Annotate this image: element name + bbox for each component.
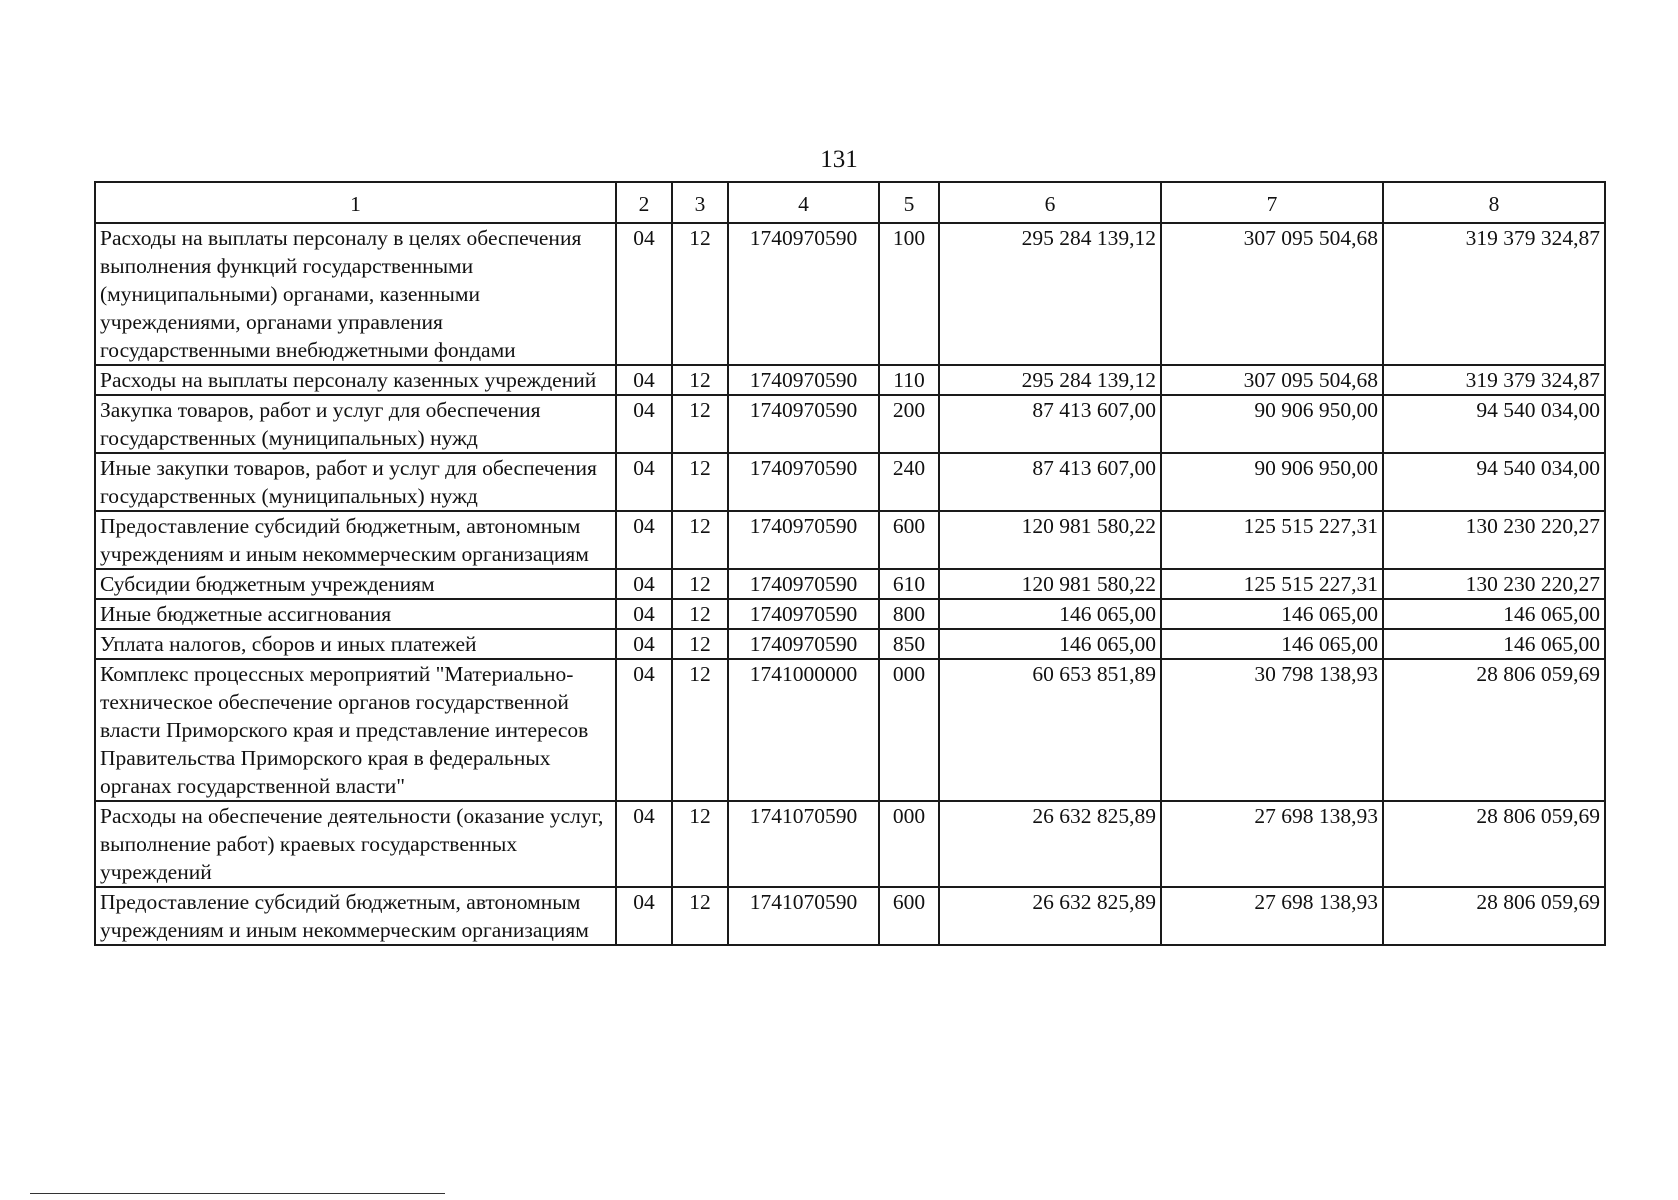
subsection-code: 12	[672, 511, 728, 569]
section-code: 04	[616, 887, 672, 945]
expense-type-code: 850	[879, 629, 939, 659]
subsection-code: 12	[672, 629, 728, 659]
target-article-code: 1740970590	[728, 569, 879, 599]
table-row	[95, 569, 1605, 599]
expense-name: Расходы на выплаты персоналу казенных учреждений	[95, 365, 616, 395]
amount-col-6: 146 065,00	[939, 629, 1161, 659]
table-row	[95, 453, 1605, 511]
section-code: 04	[616, 395, 672, 453]
amount-col-7: 146 065,00	[1161, 629, 1383, 659]
table-row	[95, 887, 1605, 945]
amount-col-8: 28 806 059,69	[1383, 659, 1605, 801]
amount-col-7: 27 698 138,93	[1161, 887, 1383, 945]
subsection-code: 12	[672, 599, 728, 629]
header-row	[95, 182, 1605, 223]
expense-name: Комплекс процессных мероприятий "Материально-техническое обеспечение органов государственной власти Приморского края и представление интересов Правительства Приморского края в федеральных органах государственной власти"	[95, 659, 616, 801]
header-cell-3: 3	[672, 182, 728, 223]
expense-name: Закупка товаров, работ и услуг для обеспечения государственных (муниципальных) нужд	[95, 395, 616, 453]
section-code: 04	[616, 365, 672, 395]
target-article-code: 1740970590	[728, 365, 879, 395]
target-article-code: 1740970590	[728, 395, 879, 453]
expense-type-code: 100	[879, 223, 939, 365]
header-cell-4: 4	[728, 182, 879, 223]
subsection-code: 12	[672, 659, 728, 801]
amount-col-7: 30 798 138,93	[1161, 659, 1383, 801]
amount-col-6: 26 632 825,89	[939, 801, 1161, 887]
subsection-code: 12	[672, 453, 728, 511]
subsection-code: 12	[672, 223, 728, 365]
expense-name: Предоставление субсидий бюджетным, автономным учреждениям и иным некоммерческим организациям	[95, 887, 616, 945]
table-row	[95, 629, 1605, 659]
header-cell-5: 5	[879, 182, 939, 223]
expense-type-code: 800	[879, 599, 939, 629]
header-cell-7: 7	[1161, 182, 1383, 223]
amount-col-8: 130 230 220,27	[1383, 569, 1605, 599]
amount-col-7: 90 906 950,00	[1161, 395, 1383, 453]
amount-col-7: 90 906 950,00	[1161, 453, 1383, 511]
expense-name: Уплата налогов, сборов и иных платежей	[95, 629, 616, 659]
table-row	[95, 395, 1605, 453]
expense-name: Иные закупки товаров, работ и услуг для обеспечения государственных (муниципальных) нужд	[95, 453, 616, 511]
subsection-code: 12	[672, 887, 728, 945]
amount-col-7: 307 095 504,68	[1161, 365, 1383, 395]
amount-col-6: 120 981 580,22	[939, 511, 1161, 569]
amount-col-6: 295 284 139,12	[939, 223, 1161, 365]
section-code: 04	[616, 569, 672, 599]
section-code: 04	[616, 223, 672, 365]
amount-col-6: 26 632 825,89	[939, 887, 1161, 945]
expense-type-code: 610	[879, 569, 939, 599]
header-cell-8: 8	[1383, 182, 1605, 223]
header-cell-2: 2	[616, 182, 672, 223]
table-row	[95, 365, 1605, 395]
expense-name: Иные бюджетные ассигнования	[95, 599, 616, 629]
expense-type-code: 200	[879, 395, 939, 453]
table-row	[95, 659, 1605, 801]
amount-col-6: 87 413 607,00	[939, 395, 1161, 453]
expense-type-code: 600	[879, 887, 939, 945]
subsection-code: 12	[672, 801, 728, 887]
amount-col-6: 146 065,00	[939, 599, 1161, 629]
expense-name: Субсидии бюджетным учреждениям	[95, 569, 616, 599]
amount-col-7: 125 515 227,31	[1161, 511, 1383, 569]
amount-col-8: 28 806 059,69	[1383, 801, 1605, 887]
section-code: 04	[616, 453, 672, 511]
page-number: 131	[820, 146, 858, 173]
table-row	[95, 511, 1605, 569]
amount-col-8: 28 806 059,69	[1383, 887, 1605, 945]
section-code: 04	[616, 629, 672, 659]
subsection-code: 12	[672, 569, 728, 599]
target-article-code: 1740970590	[728, 223, 879, 365]
target-article-code: 1740970590	[728, 629, 879, 659]
subsection-code: 12	[672, 365, 728, 395]
subsection-code: 12	[672, 395, 728, 453]
expense-name: Расходы на обеспечение деятельности (оказание услуг, выполнение работ) краевых государственных учреждений	[95, 801, 616, 887]
amount-col-8: 94 540 034,00	[1383, 453, 1605, 511]
section-code: 04	[616, 801, 672, 887]
expense-type-code: 000	[879, 659, 939, 801]
amount-col-6: 87 413 607,00	[939, 453, 1161, 511]
amount-col-8: 94 540 034,00	[1383, 395, 1605, 453]
header-cell-1: 1	[95, 182, 616, 223]
expense-type-code: 000	[879, 801, 939, 887]
amount-col-8: 146 065,00	[1383, 599, 1605, 629]
amount-col-7: 27 698 138,93	[1161, 801, 1383, 887]
target-article-code: 1740970590	[728, 453, 879, 511]
target-article-code: 1740970590	[728, 599, 879, 629]
expense-name: Расходы на выплаты персоналу в целях обеспечения выполнения функций государственными (муниципальными) органами, казенными учреждениями, органами управления государственными внебюджетными фондами	[95, 223, 616, 365]
amount-col-7: 125 515 227,31	[1161, 569, 1383, 599]
amount-col-6: 60 653 851,89	[939, 659, 1161, 801]
target-article-code: 1740970590	[728, 511, 879, 569]
section-code: 04	[616, 511, 672, 569]
footnote-divider	[30, 1193, 445, 1194]
amount-col-7: 146 065,00	[1161, 599, 1383, 629]
expense-type-code: 600	[879, 511, 939, 569]
section-code: 04	[616, 659, 672, 801]
amount-col-8: 319 379 324,87	[1383, 365, 1605, 395]
expense-type-code: 240	[879, 453, 939, 511]
budget-table	[94, 181, 1606, 946]
amount-col-8: 130 230 220,27	[1383, 511, 1605, 569]
expense-type-code: 110	[879, 365, 939, 395]
expense-name: Предоставление субсидий бюджетным, автономным учреждениям и иным некоммерческим организациям	[95, 511, 616, 569]
target-article-code: 1741000000	[728, 659, 879, 801]
amount-col-8: 146 065,00	[1383, 629, 1605, 659]
header-cell-6: 6	[939, 182, 1161, 223]
table-row	[95, 599, 1605, 629]
table-row	[95, 801, 1605, 887]
target-article-code: 1741070590	[728, 801, 879, 887]
amount-col-8: 319 379 324,87	[1383, 223, 1605, 365]
amount-col-6: 120 981 580,22	[939, 569, 1161, 599]
amount-col-7: 307 095 504,68	[1161, 223, 1383, 365]
section-code: 04	[616, 599, 672, 629]
target-article-code: 1741070590	[728, 887, 879, 945]
table-row	[95, 223, 1605, 365]
amount-col-6: 295 284 139,12	[939, 365, 1161, 395]
